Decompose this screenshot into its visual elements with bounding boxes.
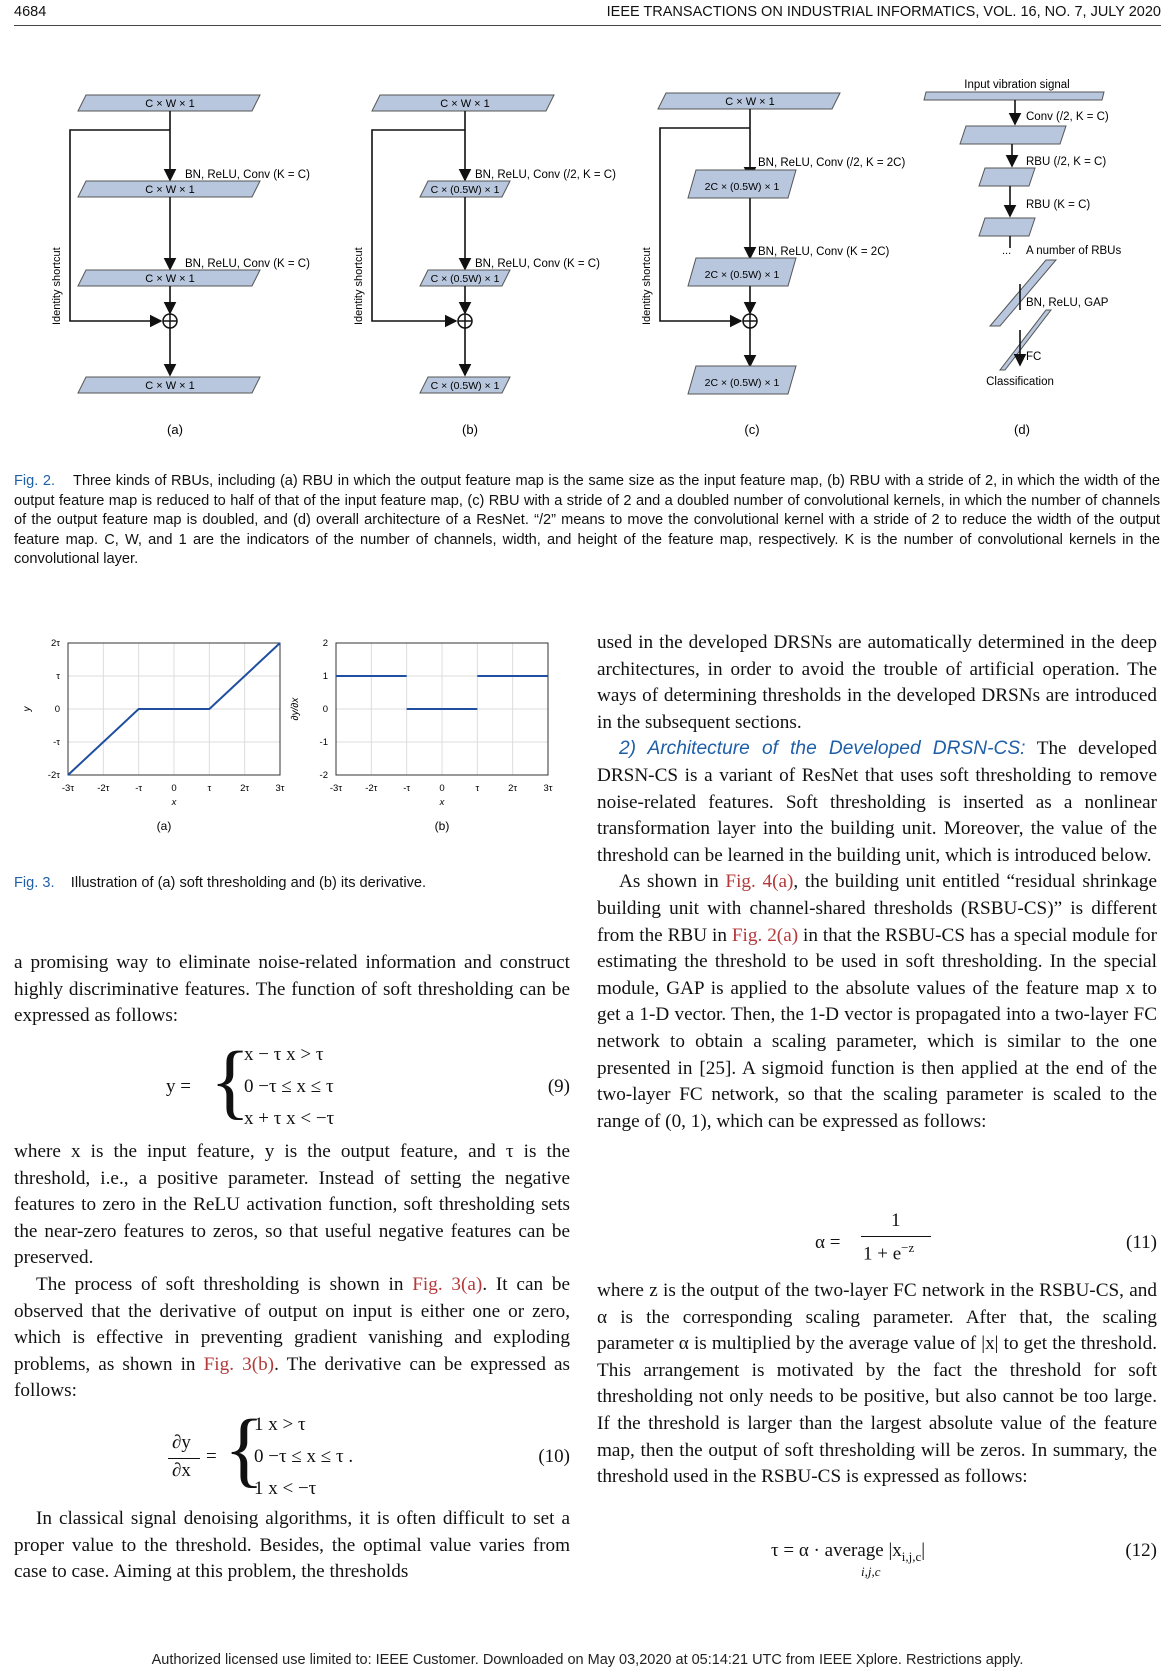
x-tick-label: -τ	[403, 783, 411, 794]
svg-text:2C × (0.5W) × 1: 2C × (0.5W) × 1	[704, 377, 780, 389]
x-tick-label: 2τ	[508, 783, 518, 794]
identity-shortcut-line	[372, 130, 465, 321]
svg-text:C × W × 1: C × W × 1	[440, 98, 490, 110]
equation-9	[160, 1035, 570, 1144]
x-tick-label: τ	[207, 783, 212, 794]
left-column-end	[14, 1506, 570, 1586]
op-label: BN, ReLU, Conv (K = C)	[185, 169, 310, 181]
y-tick-label: -2	[319, 770, 328, 781]
fig3-caption	[14, 874, 554, 894]
panel-label: (b)	[434, 819, 450, 833]
figure-link[interactable]: Fig. 2(a)	[731, 924, 799, 946]
eq9-row: x + τ x < −τ	[244, 1108, 335, 1129]
eq9-row: 0 −τ ≤ x ≤ τ	[244, 1076, 334, 1097]
paragraph: 2) Architecture of the Developed DRSN-CS: The developed DRSN-CS is a variant of ResNet that uses soft thresholding to remove noise-related features. Soft thresholding is inserted as a nonlinear transformation layer into the building unit. Moreover, the value of the threshold can be learned in the building unit, which is introduced below.	[597, 738, 1157, 866]
journal-title: IEEE TRANSACTIONS ON INDUSTRIAL INFORMATICS, VOL. 16, NO. 7, JULY 2020	[606, 4, 1161, 20]
y-axis-label: y	[22, 706, 33, 712]
op-label: BN, ReLU, Conv (/2, K = C)	[475, 169, 616, 181]
header-rule	[14, 25, 1161, 26]
footer-license: Authorized licensed use limited to: IEEE Customer. Downloaded on May 03,2020 at 05:14:21 UTC from IEEE Xplore. Restrictions apply.	[151, 1652, 1024, 1668]
y-tick-label: 2	[322, 638, 328, 649]
page-number: 4684	[14, 4, 47, 20]
left-column	[14, 950, 570, 1030]
identity-shortcut-label: Identity shortcut	[51, 247, 63, 325]
eq12-under: i,j,c	[861, 1564, 881, 1579]
eq9-lhs: y =	[166, 1076, 191, 1097]
op-label: BN, ReLU, Conv (K = C)	[185, 258, 310, 270]
equation-11	[597, 1210, 1157, 1274]
x-tick-label: τ	[475, 783, 480, 794]
eq12-number: (12)	[1125, 1540, 1157, 1561]
left-column-cont	[14, 1139, 570, 1405]
rbus-label: A number of RBUs	[1026, 245, 1122, 257]
right-column-cont	[597, 1278, 1157, 1491]
paragraph: a promising way to eliminate noise-related information and construct highly discriminative features. The function of soft thresholding can be expressed as follows:	[14, 952, 570, 1027]
y-tick-label: -1	[319, 737, 328, 748]
paragraph: In classical signal denoising algorithms, it is often difficult to set a proper value to the threshold. Besides, the optimal value varies from case to case. Aiming at this problem, the thresholds	[14, 1508, 570, 1583]
panel-label: (a)	[156, 819, 172, 833]
fc-label: FC	[1026, 351, 1042, 363]
fig2-panel-a	[51, 95, 310, 437]
fig2-caption	[14, 472, 1160, 570]
rbu1-label: RBU (/2, K = C)	[1026, 156, 1107, 168]
op-label: BN, ReLU, Conv (K = 2C)	[758, 246, 890, 258]
op-label: BN, ReLU, Conv (K = C)	[475, 258, 600, 270]
panel-label: (b)	[462, 422, 478, 437]
feature-map-block	[78, 270, 260, 286]
feature-map-block	[372, 95, 554, 111]
x-tick-label: -2τ	[365, 783, 378, 794]
feature-map-block	[688, 170, 796, 198]
eq10-brace: {	[224, 1403, 265, 1496]
y-tick-label: -2τ	[47, 770, 60, 781]
svg-text:C × (0.5W) × 1: C × (0.5W) × 1	[430, 184, 500, 196]
eq11-numerator: 1	[891, 1210, 901, 1231]
feature-map-block	[78, 181, 260, 197]
y-tick-label: 1	[322, 671, 328, 682]
svg-text:C × W × 1: C × W × 1	[145, 380, 195, 392]
figure-link[interactable]: Fig. 3(b)	[203, 1353, 275, 1375]
paragraph: used in the developed DRSNs are automatically determined in the deep architectures, in order to avoid the trouble of artificial operation. The ways of determining thresholds in the developed DRSNs are introduced in the subsequent sections.	[597, 632, 1157, 733]
eq11-denominator: $1 + e^{-z}$	[863, 1240, 915, 1265]
equation-10: ∂y ∂x = { 1 x > τ 0 −τ ≤ x ≤ τ . 1 x < −τ (10)	[160, 1412, 570, 1512]
svg-text:C × W × 1: C × W × 1	[725, 96, 775, 108]
svg-text:C × (0.5W) × 1: C × (0.5W) × 1	[430, 273, 500, 285]
svg-text:C × W × 1: C × W × 1	[145, 273, 195, 285]
identity-shortcut-line	[660, 128, 750, 321]
figure-link[interactable]: Fig. 4(a)	[725, 871, 794, 893]
y-tick-label: -τ	[53, 737, 60, 748]
eq9-number: (9)	[547, 1076, 570, 1097]
feature-map-block	[658, 93, 840, 109]
y-tick-label: τ	[56, 671, 60, 682]
identity-shortcut-label: Identity shortcut	[641, 247, 653, 325]
feature-map-block	[420, 377, 510, 393]
panel-label: (a)	[167, 422, 183, 437]
x-tick-label: 2τ	[240, 783, 250, 794]
paragraph: As shown in Fig. 4(a), the building unit entitled “residual shrinkage building unit with channel-shared thresholds (RSBU-CS)” is different from the RBU in Fig. 2(a) in that the RSBU-CS has a special module for estimating the threshold to be used in soft thresholding. In the special module, GAP is applied to the absolute values of the feature map x to get a 1-D vector. Then, the 1-D vector is propagated into a two-layer FC network to obtain a scaling parameter, which is similar to the one presented in [25]. A sigmoid function is then applied at the end of the two-layer FC network, so that the scaling parameter is scaled to the range of (0, 1), which can be expressed as follows:	[597, 871, 1157, 1132]
eq9-brace: {	[210, 1035, 251, 1128]
feature-map-block	[420, 181, 510, 197]
feature-map-block	[420, 270, 510, 286]
paragraph: The process of soft thresholding is shown in Fig. 3(a). It can be observed that the derivative of output on input is either one or zero, which is effective in preventing gradient vanishing and exploding problems, as shown in Fig. 3(b). The derivative can be expressed as follows:	[14, 1273, 570, 1402]
x-tick-label: 0	[171, 783, 177, 794]
eq12-body: τ = α · average $|x_{i,j,c}|$	[771, 1540, 926, 1564]
x-tick-label: 3τ	[543, 783, 553, 794]
op-label: BN, ReLU, Conv (/2, K = 2C)	[758, 157, 906, 169]
feature-map-block	[688, 258, 796, 286]
y-tick-label: 2τ	[50, 638, 60, 649]
dots: ...	[1002, 245, 1012, 257]
fig2-caption-text: Three kinds of RBUs, including (a) RBU in which the output feature map is the same size as the input feature map, (b) RBU with a stride of 2, in which the width of the output feature map is reduced to half of that of the input feature map, (c) RBU with a stride of 2 and a doubled number of convolutional kernels, in which the number of channels of the output feature map is doubled, and (d) overall architecture of a ResNet. “/2” means to move the convolutional kernel with a stride of 2 to reduce the width of the output feature map. C, W, and 1 are the indicators of the number of channels, width, and height of the feature map, respectively. K is the number of convolutional kernels in the convolutional layer.	[14, 473, 1160, 568]
x-tick-label: 0	[439, 783, 445, 794]
fraction-bar	[168, 1458, 200, 1459]
x-tick-label: -τ	[135, 783, 143, 794]
x-tick-label: -2τ	[97, 783, 110, 794]
input-label: Input vibration signal	[964, 79, 1070, 91]
x-tick-label: -3τ	[61, 783, 75, 794]
figure-2	[0, 70, 1175, 450]
identity-shortcut-label: Identity shortcut	[353, 247, 365, 325]
fig2-panel-b	[353, 95, 616, 437]
eq10-row: 0 −τ ≤ x ≤ τ .	[254, 1446, 354, 1467]
section-heading: 2) Architecture of the Developed DRSN-CS:	[619, 738, 1026, 760]
eq10-number: (10)	[538, 1446, 570, 1467]
eq9-row: x − τ x > τ	[244, 1044, 324, 1065]
running-header	[14, 4, 1161, 24]
x-axis-label: x	[171, 797, 177, 808]
eq10-numerator: ∂y	[172, 1432, 191, 1453]
svg-text:2C × (0.5W) × 1: 2C × (0.5W) × 1	[704, 181, 780, 193]
eq11-number: (11)	[1126, 1232, 1157, 1253]
fig2-caption-label: Fig. 2.	[14, 473, 56, 489]
equation-12	[597, 1540, 1157, 1586]
panel-label: (d)	[1014, 422, 1030, 437]
conv-label: Conv (/2, K = C)	[1026, 111, 1109, 123]
svg-text:C × (0.5W) × 1: C × (0.5W) × 1	[430, 380, 500, 392]
svg-text:2C × (0.5W) × 1: 2C × (0.5W) × 1	[704, 269, 780, 281]
svg-text:C × W × 1: C × W × 1	[145, 184, 195, 196]
fig3-caption-text: Illustration of (a) soft thresholding and (b) its derivative.	[70, 875, 427, 891]
fig2-panel-d	[924, 79, 1121, 437]
eq10-row: 1 x > τ	[254, 1414, 306, 1435]
right-column	[597, 630, 1157, 1135]
feature-map-block	[78, 95, 260, 111]
figure-link[interactable]: Fig. 3(a)	[412, 1273, 483, 1295]
y-tick-label: 0	[54, 704, 60, 715]
eq10-denominator: ∂x	[172, 1460, 191, 1481]
fig3-caption-label: Fig. 3.	[14, 875, 55, 891]
eq11-lhs: α =	[815, 1232, 841, 1253]
classification-label: Classification	[986, 376, 1054, 388]
rbu2-label: RBU (K = C)	[1026, 199, 1091, 211]
eq10-row: 1 x < −τ	[254, 1478, 317, 1499]
gap-label: BN, ReLU, GAP	[1026, 297, 1109, 309]
fraction-bar	[861, 1236, 931, 1237]
svg-text:C × W × 1: C × W × 1	[145, 98, 195, 110]
feature-map-block	[688, 366, 796, 394]
paragraph: where z is the output of the two-layer FC network in the RSBU-CS, and α is the corresponding scaling parameter. After that, the scaling parameter α is multiplied by the average value of |x| to get the threshold. This arrangement is motivated by the fact the threshold for soft thresholding not only needs to be positive, but also cannot be too large. If the threshold is larger than the largest absolute value of the feature map, then the output of soft thresholding will be zeros. In summary, the threshold used in the RSBU-CS is expressed as follows:	[597, 1280, 1157, 1488]
fig2-panel-c	[641, 93, 905, 437]
paragraph: where x is the input feature, y is the output feature, and τ is the threshold, i.e., a positive parameter. Instead of setting the negative features to zero in the ReLU activation function, soft thresholding sets the near-zero features to zeros, so that useful negative features can be preserved.	[14, 1141, 570, 1269]
panel-label: (c)	[744, 422, 760, 437]
identity-shortcut-line	[70, 130, 170, 321]
y-axis-label: ∂y/∂x	[290, 697, 301, 721]
feature-map-block	[78, 377, 260, 393]
x-tick-label: -3τ	[329, 783, 343, 794]
x-axis-label: x	[439, 797, 445, 808]
figure-3	[0, 628, 560, 858]
x-tick-label: 3τ	[275, 783, 285, 794]
y-tick-label: 0	[322, 704, 328, 715]
